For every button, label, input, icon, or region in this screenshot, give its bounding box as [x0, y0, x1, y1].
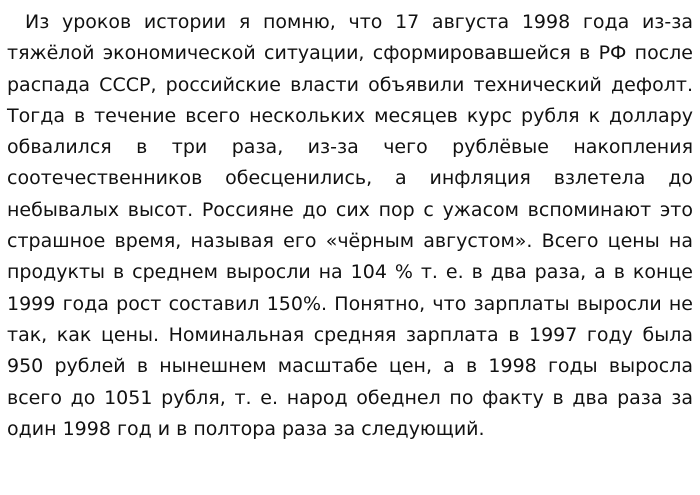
document-body	[7, 7, 693, 445]
paragraph-text: Из уроков истории я помню, что 17 августа 1998 года из-за тяжёлой экономической ситуации, сформировавшейся в РФ после распада СССР, российские власти объявили технический дефолт. Тогда в течение всего нескольких месяцев курс рубля к доллару обвалился в три раза, из-за чего рублёвые накопления соотечественников обесценились, а инфляция взлетела до небывалых высот. Россияне до сих пор с ужасом вспоминают это страшное время, называя его «чёрным августом». Всего цены на продукты в среднем выросли на 104 % т. е. в два раза, а в конце 1999 года рост составил 150%. Понятно, что зарплаты выросли не так, как цены. Номинальная средняя зарплата в 1997 году была 950 рублей в нынешнем масштабе цен, а в 1998 годы выросла всего до 1051 рубля, т. е. народ обеднел по факту в два раза за один 1998 год и в полтора раза за следующий.	[7, 11, 693, 440]
